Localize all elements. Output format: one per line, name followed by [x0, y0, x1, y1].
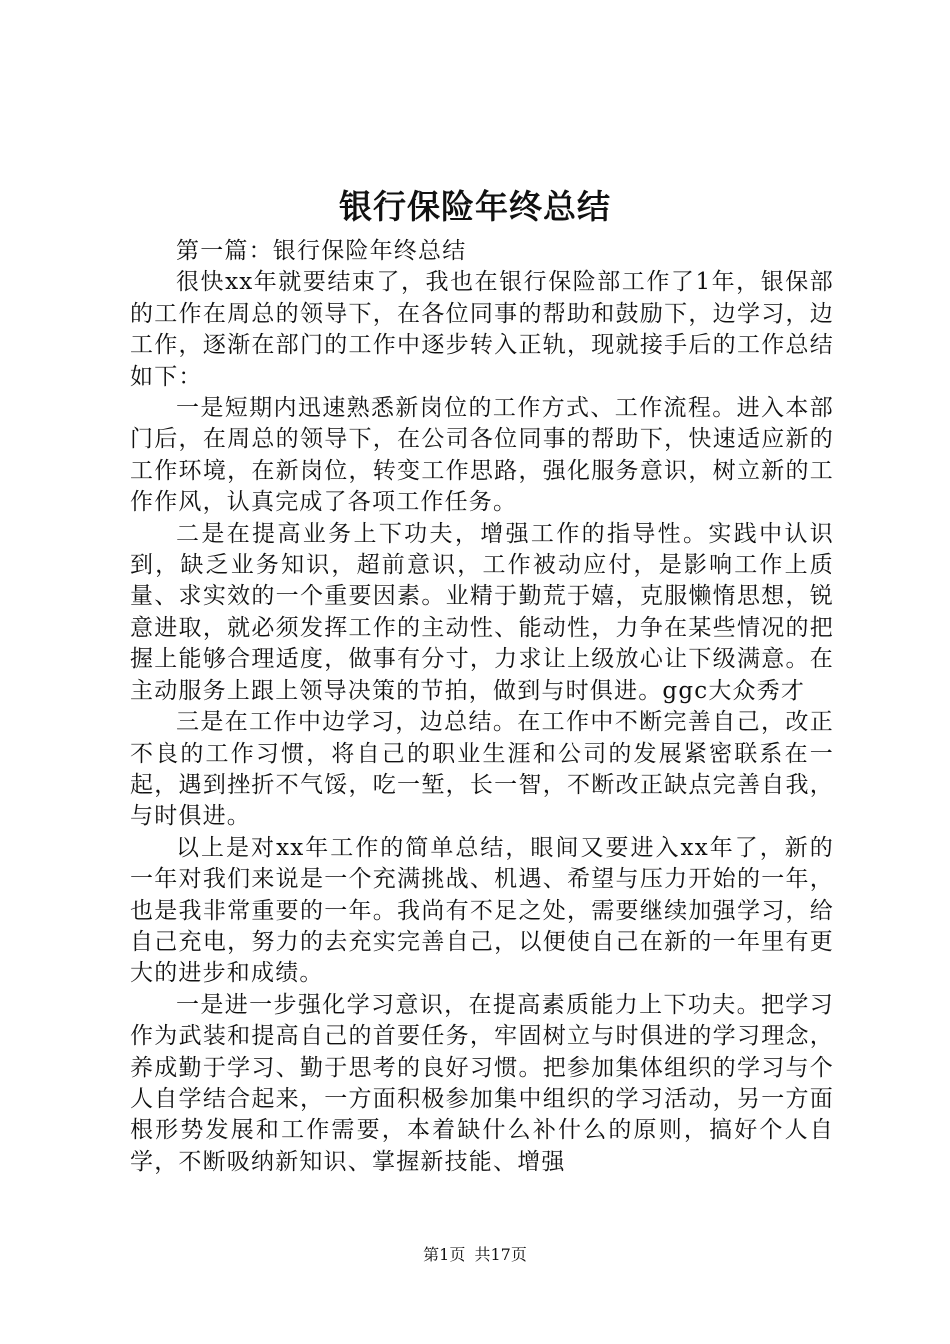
paragraph-heading: 第一篇：银行保险年终总结	[176, 238, 467, 264]
paragraph: 很快xx年就要结束了，我也在银行保险部工作了1年，银保部的工作在周总的领导下，在各位同事的帮助和鼓励下，边学习，边工作，逐渐在部门的工作中逐步转入正轨，现就接手后的工作总结如下：	[130, 269, 834, 390]
paragraph: 一是进一步强化学习意识，在提高素质能力上下功夫。把学习作为武装和提高自己的首要任务，牢固树立与时俱进的学习理念，养成勤于学习、勤于思考的良好习惯。把参加集体组织的学习与个人自学结合起来，一方面积极参加集中组织的学习活动，另一方面根形势发展和工作需要，本着缺什么补什么的原则，搞好个人自学，不断吸纳新知识、掌握新技能、增强	[130, 991, 834, 1175]
paragraph: 三是在工作中边学习，边总结。在工作中不断完善自己，改正不良的工作习惯，将自己的职业生涯和公司的发展紧密联系在一起，遇到挫折不气馁，吃一堑，长一智，不断改正缺点完善自我，与时俱进。	[130, 709, 834, 830]
document-body	[130, 236, 834, 1178]
page-number: 第1页	[423, 1245, 466, 1264]
total-pages: 共17页	[474, 1245, 527, 1264]
page-footer	[0, 1243, 950, 1267]
paragraph: 二是在提高业务上下功夫，增强工作的指导性。实践中认识到，缺乏业务知识，超前意识，工作被动应付，是影响工作上质量、求实效的一个重要因素。业精于勤荒于嬉，克服懒惰思想，锐意进取，就必须发挥工作的主动性、能动性，力争在某些情况的把握上能够合理适度，做事有分寸，力求让上级放心让下级满意。在主动服务上跟上领导决策的节拍，做到与时俱进。ggc大众秀才	[130, 520, 834, 704]
document-title: 银行保险年终总结	[339, 187, 611, 226]
paragraph: 以上是对xx年工作的简单总结，眼间又要进入xx年了，新的一年对我们来说是一个充满挑战、机遇、希望与压力开始的一年，也是我非常重要的一年。我尚有不足之处，需要继续加强学习，给自己充电，努力的去充实完善自己，以便使自己在新的一年里有更大的进步和成绩。	[130, 834, 834, 987]
paragraph: 一是短期内迅速熟悉新岗位的工作方式、工作流程。进入本部门后，在周总的领导下，在公司各位同事的帮助下，快速适应新的工作环境，在新岗位，转变工作思路，强化服务意识，树立新的工作作风，认真完成了各项工作任务。	[130, 395, 834, 516]
